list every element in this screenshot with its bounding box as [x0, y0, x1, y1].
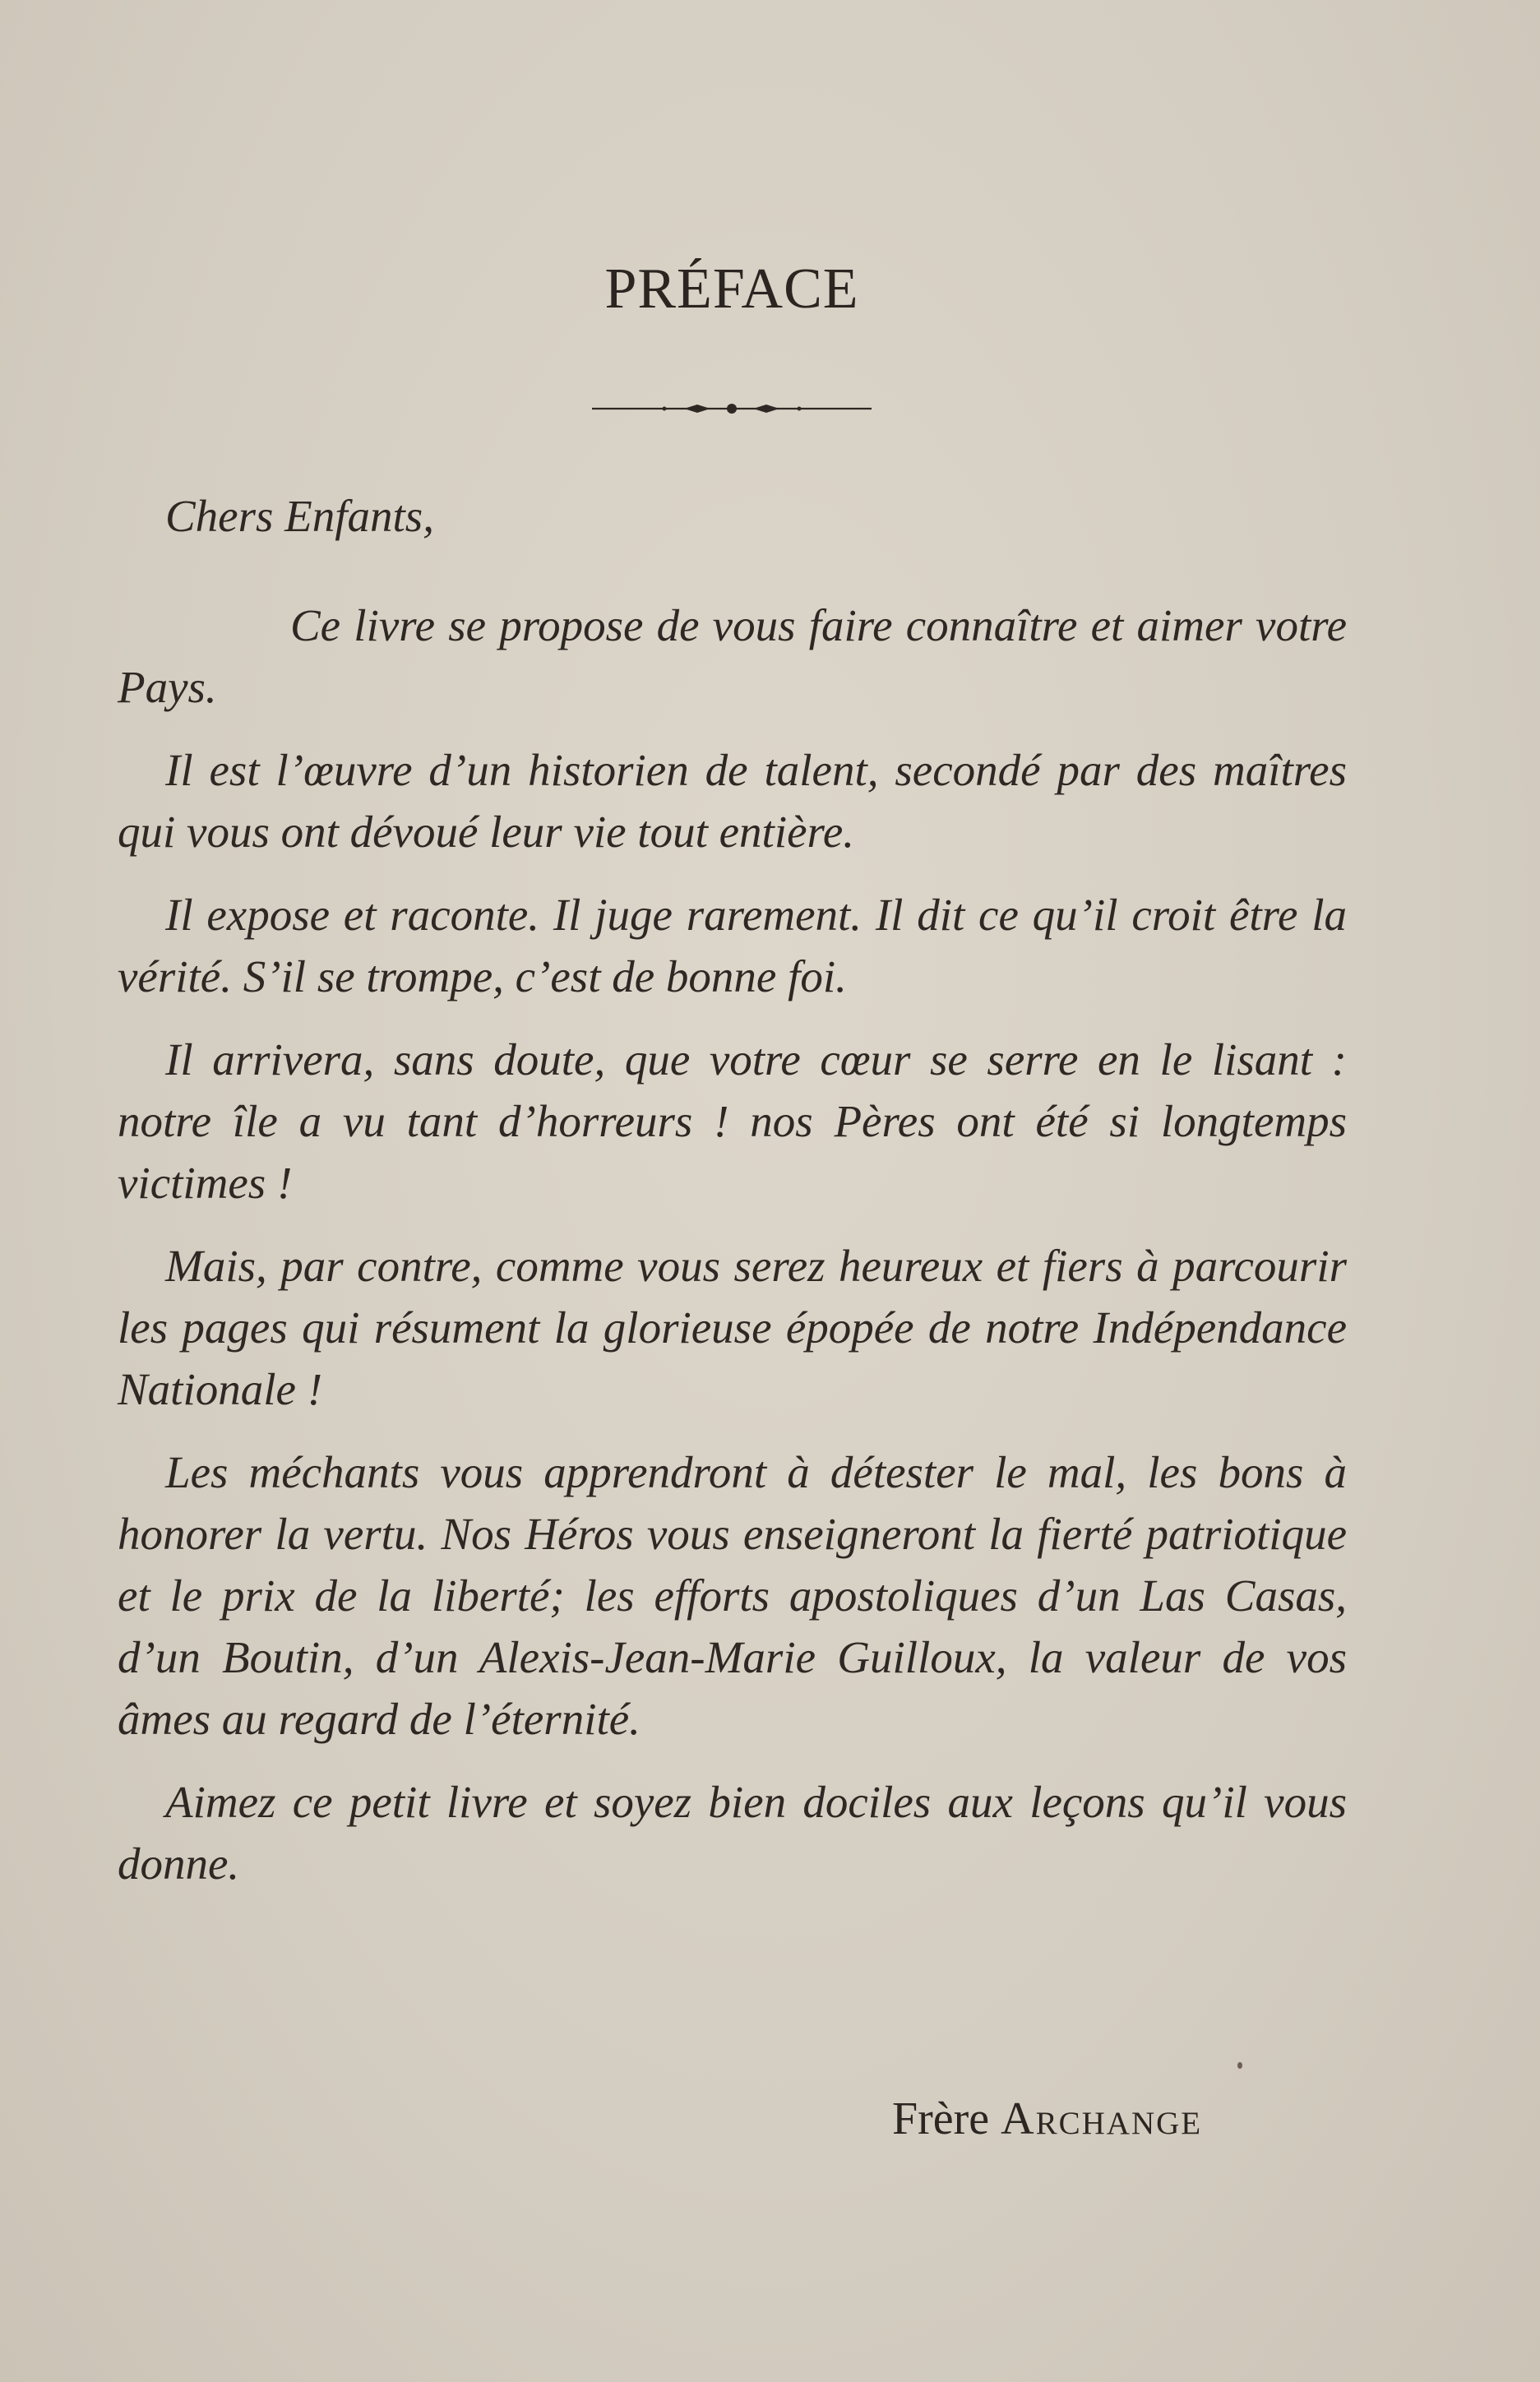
page-title: PRÉFACE: [604, 257, 859, 321]
signature: [892, 2093, 1353, 2145]
signature-prefix: Frère: [892, 2093, 990, 2144]
ornamental-rule-icon: [592, 396, 872, 421]
ink-speck: [1237, 2062, 1242, 2069]
paragraph: Les méchants vous apprendront à détester le mal, les bons à honorer la vertu. Nos Héros vous enseigneront la fierté patriotique et le prix de la liberté; les efforts apostoliques d’un Las Casas, d’un Boutin, d’un Alexis-Jean-Marie Guilloux, la valeur de vos âmes au regard de l’éternité.: [118, 1447, 1347, 1744]
salutation: Chers Enfants,: [165, 491, 434, 541]
preface-body: [118, 485, 1347, 1916]
paragraph: Il arrivera, sans doute, que votre cœur se serre en le lisant : notre île a vu tant d’horreurs ! nos Pères ont été si longtemps victimes !: [118, 1034, 1347, 1208]
paragraph: Il expose et raconte. Il juge rarement. Il dit ce qu’il croit être la vérité. S’il se trompe, c’est de bonne foi.: [118, 890, 1347, 1001]
paragraph: Mais, par contre, comme vous serez heureux et fiers à parcourir les pages qui résument la glorieuse épopée de notre Indépendance Nationale !: [118, 1241, 1347, 1414]
paragraph: Il est l’œuvre d’un historien de talent, secondé par des maîtres qui vous ont dévoué leur vie tout entière.: [118, 745, 1347, 857]
paragraph: Ce livre se propose de vous faire connaître et aimer votre Pays.: [118, 600, 1347, 712]
signature-name: Archange: [1001, 2093, 1203, 2144]
paragraph: Aimez ce petit livre et soyez bien dociles aux leçons qu’il vous donne.: [118, 1777, 1347, 1889]
